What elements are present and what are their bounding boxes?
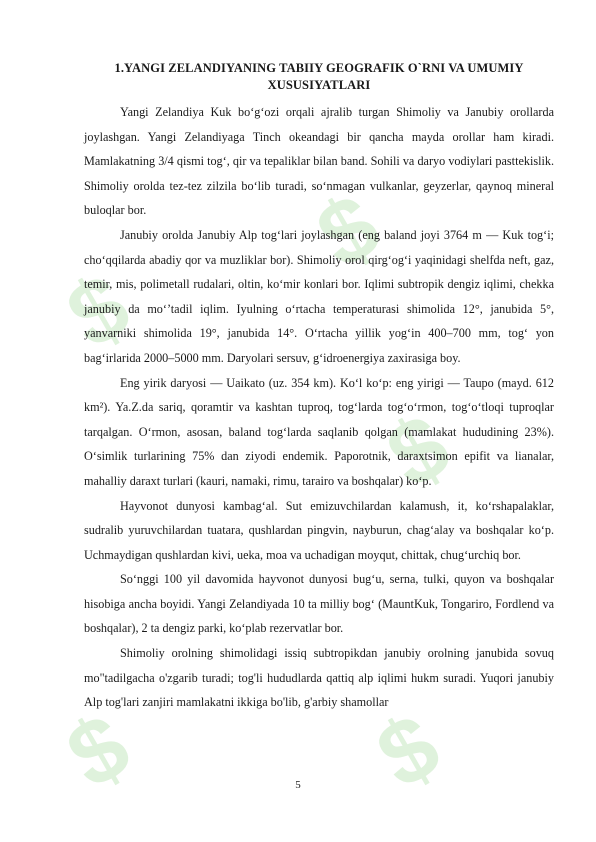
page-title: 1.YANGI ZELANDIYANING TABIIY GEOGRAFIK O`RNI VA UMUMIY XUSUSIYATLARI [114,61,524,92]
paragraph-1: Yangi Zelandiya Kuk bo‘g‘ozi orqali ajralib turgan Shimoliy va Janubiy orollarda joylashgan. Yangi Zelandiyaga Tinch okeandagi bir qancha mayda orollar ham kiradi. Mamlakatning 3/4 qismi tog‘, qir va tepaliklar bilan band. Sohili va daryo vodiylari pasttekislik. Shimoliy orolda tez-tez zilzila bo‘lib turadi, so‘nmagan vulkanlar, geyzerlar, qaynoq mineral buloqlar bor. [84,105,554,218]
paragraph-5: So‘nggi 100 yil davomida hayvonot dunyosi bug‘u, serna, tulki, quyon va boshqalar hisobiga ancha boyidi. Yangi Zelandiyada 10 ta milliy bog‘ (MauntKuk, Tongariro, Fordlend va boshqalar), 2 ta dengiz parki, ko‘plab rezervatlar bor. [84,572,554,636]
watermark-mark-3: $ [370,394,467,509]
watermark-mark-5: $ [360,694,457,809]
paragraph-6: Shimoliy orolning shimolidagi issiq subtropikdan janubiy orolning janubida sovuq mo"tadilgacha o'zgarib turadi; tog'li hududlarda qattiq alp iqlimi hukm suradi. Yuqori janubiy Alp tog'lari zanjiri mamlakatni ikkiga bo'lib, g'arbiy shamollar [84,646,554,710]
paragraph-3: Eng yirik daryosi — Uaikato (uz. 354 km). Ko‘l ko‘p: eng yirigi — Taupo (mayd. 612 km²). Ya.Z.da sariq, qoramtir va kashtan tuproq, tog‘larda tog‘o‘rmon, tog‘o‘tloqi tuproqlar tarqalgan. O‘rmon, asosan, baland tog‘larda saqlanib qolgan (mamlakat hududining 23%). O‘simlik turlarining 75% dan ziyodi endemik. Paporotnik, daraxtsimon epifit va lianalar, mahalliy daraxt turlari (kauri, namaki, rimu, tarairo va boshqalar) ko‘p. [84,375,554,488]
watermark-mark-1: $ [50,254,147,369]
paragraph-2: Janubiy orolda Janubiy Alp tog‘lari joylashgan (eng baland joyi 3764 m — Kuk tog‘i; cho‘qqilarda abadiy qor va muzliklar bor). Shimoliy orol qirg‘og‘i yaqinidagi shelfda neft, gaz, temir, mis, polimetall rudalari, oltin, ko‘mir konlari bor. Iqlimi subtropik dengiz iqlimi, chekka janubiy da mo‘’tadil iqlim. Iyulning o‘rtacha temperaturasi shimolida 12°, janubida 5°, yanvarniki shimolida 19°, janubida 14°. O‘rtacha yillik yog‘in 400–700 mm, tog‘ yon bag‘irlarida 2000–5000 mm. Daryolari sersuv, g‘idroenergiya zaxirasiga boy. [84,227,554,365]
paragraph-4: Hayvonot dunyosi kambag‘al. Sut emizuvchilardan kalamush, it, ko‘rshapalaklar, sudralib yuruvchilardan tuatara, qushlardan pingvin, nayburun, chag‘alay va boshqalar ko‘p. Uchmaydigan qushlardan kivi, ueka, moa va uchadigan moyqut, chittak, chug‘urchiq bor. [84,498,554,562]
document-body [84,60,554,715]
page-number: 5 [295,779,301,791]
watermark-mark-4: $ [50,694,147,809]
watermark-mark-2: $ [300,174,397,289]
